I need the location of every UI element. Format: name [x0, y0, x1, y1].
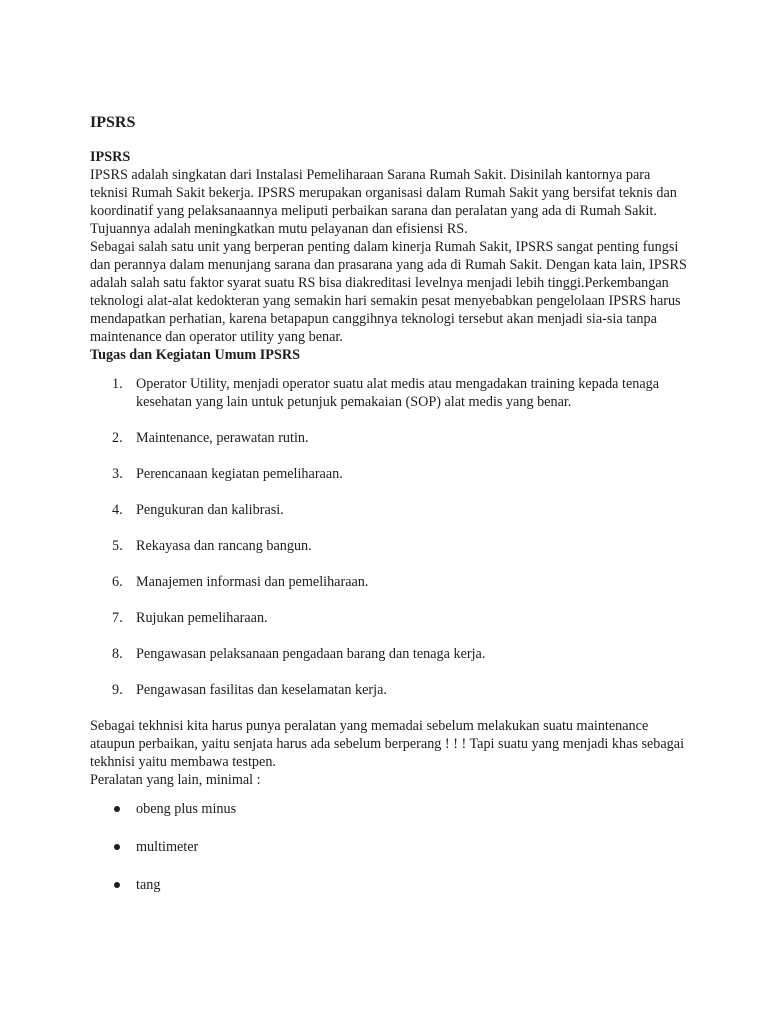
list-item-text: Pengawasan pelaksanaan pengadaan barang dan tenaga kerja.: [136, 646, 486, 662]
list-item-text: tang: [136, 877, 161, 893]
list-item: [90, 838, 690, 856]
document-body: [90, 148, 690, 914]
task-list: [90, 375, 690, 699]
list-item-text: Perencanaan kegiatan pemeliharaan.: [136, 466, 343, 482]
document-title: IPSRS: [90, 114, 136, 131]
section-heading-tasks: Tugas dan Kegiatan Umum IPSRS: [90, 347, 300, 363]
tools-intro-paragraph: Sebagai tekhnisi kita harus punya peralatan yang memadai sebelum melakukan suatu maintenance ataupun perbaikan, yaitu senjata harus ada sebelum berperang ! ! ! Tapi suatu yang menjadi khas sebagai tekhnisi yaitu membawa testpen.: [90, 718, 685, 770]
list-item-number: 4.: [112, 502, 123, 518]
list-item: [90, 876, 690, 894]
bullet-icon: [114, 882, 120, 888]
list-item-text: Pengukuran dan kalibrasi.: [136, 502, 284, 518]
tools-minimal-paragraph: Peralatan yang lain, minimal :: [90, 772, 261, 788]
list-item-text: Rekayasa dan rancang bangun.: [136, 538, 312, 554]
bullet-icon: [114, 844, 120, 850]
list-item-number: 1.: [112, 376, 123, 392]
role-paragraph: Sebagai salah satu unit yang berperan penting dalam kinerja Rumah Sakit, IPSRS sangat penting fungsi dan perannya dalam menunjang sarana dan prasarana yang ada di Rumah Sakit. Dengan kata lain, IPSRS adalah salah satu faktor syarat suatu RS bisa diakreditasi levelnya menjadi lebih tinggi.Perkembangan teknologi alat-alat kedokteran yang semakin hari semakin pesat menyebabkan pengelolaan IPSRS harus mendapatkan perhatian, karena betapapun canggihnya teknologi tersebut akan menjadi sia-sia tanpa maintenance dan operator utility yang benar.: [90, 239, 687, 345]
list-item: [90, 681, 690, 699]
list-item-number: 7.: [112, 610, 123, 626]
list-item-text: Maintenance, perawatan rutin.: [136, 430, 309, 446]
list-item-text: Operator Utility, menjadi operator suatu alat medis atau mengadakan training kepada tenaga kesehatan yang lain untuk petunjuk pemakaian (SOP) alat medis yang benar.: [136, 376, 660, 410]
list-item-text: Rujukan pemeliharaan.: [136, 610, 268, 626]
list-item-number: 6.: [112, 574, 123, 590]
list-item: [90, 501, 690, 519]
bullet-icon: [114, 806, 120, 812]
list-item: [90, 375, 690, 411]
list-item: [90, 800, 690, 818]
list-item: [90, 537, 690, 555]
list-item-number: 3.: [112, 466, 123, 482]
list-item-text: Manajemen informasi dan pemeliharaan.: [136, 574, 369, 590]
list-item: [90, 645, 690, 663]
list-item-number: 9.: [112, 682, 123, 698]
list-item: [90, 429, 690, 447]
list-item: [90, 465, 690, 483]
intro-paragraph: IPSRS adalah singkatan dari Instalasi Pemeliharaan Sarana Rumah Sakit. Disinilah kantornya para teknisi Rumah Sakit bekerja. IPSRS merupakan organisasi dalam Rumah Sakit yang bersifat teknis dan koordinatif yang pelaksanaannya meliputi perbaikan sarana dan peralatan yang ada di Rumah Sakit. Tujuannya adalah meningkatkan mutu pelayanan dan efisiensi RS.: [90, 167, 677, 237]
list-item: [90, 573, 690, 591]
section-heading-ipsrs: IPSRS: [90, 149, 131, 165]
list-item-number: 2.: [112, 430, 123, 446]
list-item-number: 5.: [112, 538, 123, 554]
list-item-text: obeng plus minus: [136, 801, 237, 817]
list-item: [90, 609, 690, 627]
tools-list: [90, 800, 690, 894]
list-item-text: Pengawasan fasilitas dan keselamatan kerja.: [136, 682, 387, 698]
list-item-number: 8.: [112, 646, 123, 662]
list-item-text: multimeter: [136, 839, 199, 855]
